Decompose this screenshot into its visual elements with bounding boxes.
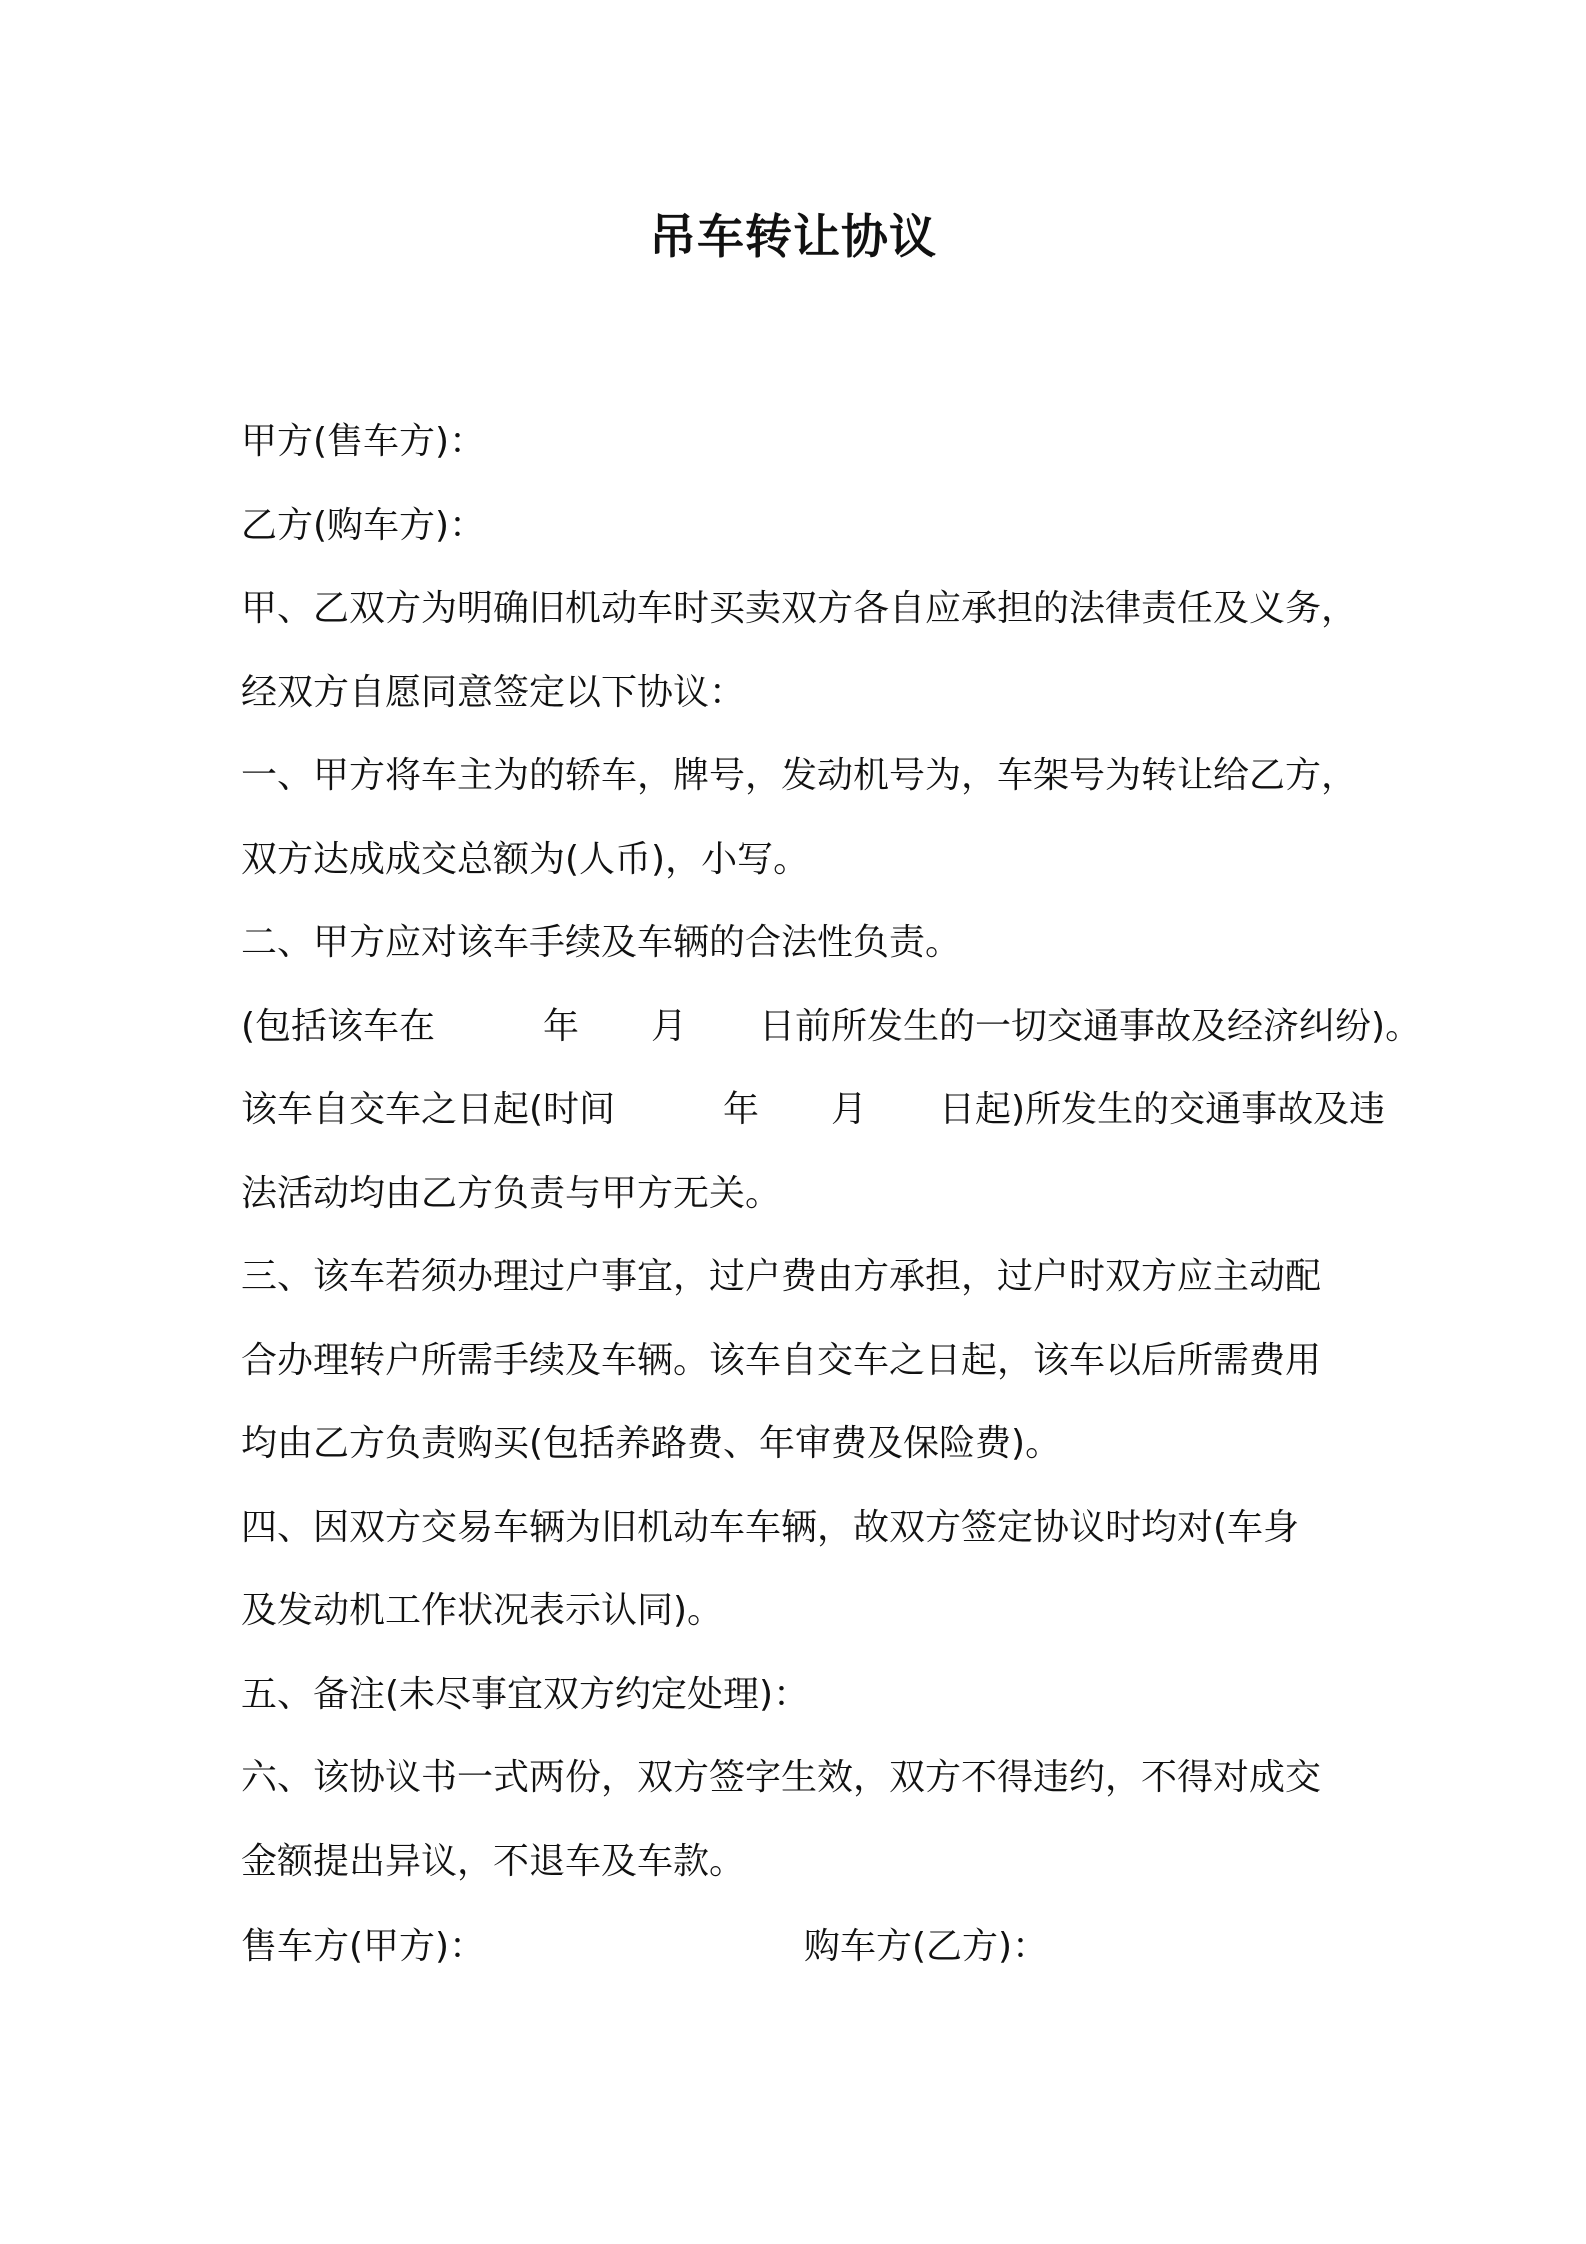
- clause-1-line-2: 双方达成成交总额为(人币)，小写。: [241, 838, 810, 880]
- clause-2-line-2: (包括该车在 年 月 日前所发生的一切交通事故及经济纠纷)。: [241, 1005, 1422, 1047]
- clause-5-line: 五、备注(未尽事宜双方约定处理)：: [241, 1673, 810, 1715]
- document-body: [241, 400, 1422, 1903]
- clause-3-line-1: 三、该车若须办理过户事宜，过户费由方承担，过户时双方应主动配: [241, 1256, 1322, 1297]
- signature-row: [241, 1905, 1371, 1989]
- clause-1-line-1: 一、甲方将车主为的轿车，牌号，发动机号为，车架号为转让给乙方，: [241, 755, 1358, 796]
- clause-6-line-1: 六、该协议书一式两份，双方签字生效，双方不得违约，不得对成交: [241, 1757, 1322, 1798]
- clause-2-line-1: 二、甲方应对该车手续及车辆的合法性负责。: [241, 922, 962, 963]
- preamble-line-2: 经双方自愿同意签定以下协议：: [241, 671, 746, 713]
- party-b-line: 乙方(购车方)：: [241, 504, 486, 546]
- clause-4-line-2: 及发动机工作状况表示认同)。: [241, 1590, 724, 1631]
- clause-3-line-2: 合办理转户所需手续及车辆。该车自交车之日起，该车以后所需费用: [241, 1339, 1322, 1381]
- buyer-signature-label: 购车方(乙方)：: [804, 1926, 1049, 1967]
- clause-2-line-3: 该车自交车之日起(时间 年 月 日起)所发生的交通事故及违: [241, 1089, 1386, 1130]
- clause-3-line-3: 均由乙方负责购买(包括养路费、年审费及保险费)。: [241, 1423, 1062, 1464]
- clause-6-line-2: 金额提出异议，不退车及车款。: [241, 1840, 746, 1882]
- clause-4-line-1: 四、因双方交易车辆为旧机动车车辆，故双方签定协议时均对(车身: [241, 1506, 1300, 1548]
- party-a-line: 甲方(售车方)：: [241, 421, 486, 462]
- clause-2-line-4: 法活动均由乙方负责与甲方无关。: [241, 1172, 782, 1214]
- preamble-line-1: 甲、乙双方为明确旧机动车时买卖双方各自应承担的法律责任及义务，: [241, 588, 1358, 629]
- seller-signature-label: 售车方(甲方)：: [241, 1926, 486, 1967]
- document-title: 吊车转让协议: [649, 210, 937, 265]
